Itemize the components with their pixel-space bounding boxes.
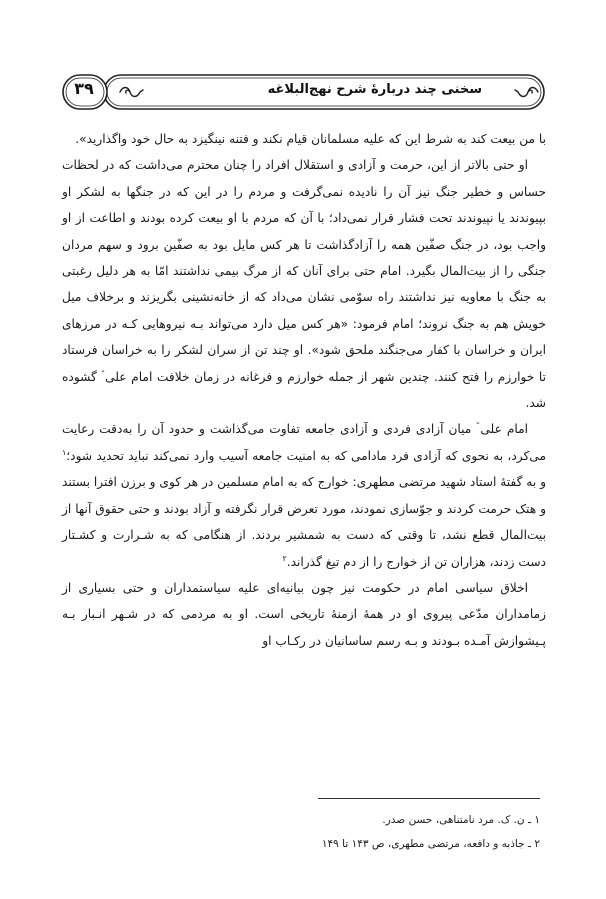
page-number: ۳۹ xyxy=(74,79,94,98)
body-text xyxy=(62,126,546,654)
paragraph: اخلاق سیاسی امام در حکومت نیز چون بیانیه‌ای علیه سیاستمداران و حتی بسیاری از زمامداران مدّعی پیروی او در همۀ ازمنۀ تاریخی است. او به مردمی که در شـهر انـبار بـه پـیشوازش آمـده بـودند و بـه رسم ساسانیان در رکـاب او xyxy=(62,580,546,648)
footnotes xyxy=(62,808,540,856)
footnote-ref: ۲ xyxy=(282,553,287,563)
paragraph: امام علی ؑ میان آزادی فردی و آزادی جامعه تفاوت می‌گذاشت و حدود آن را به‌دقت رعایت می‌کرد، به نحوی که آزادی فرد مادامی که به امنیت جامعه آسیب وارد نمی‌کند نباید تحدید شود؛$^۱$ و به گفتۀ استاد شهید مرتضی مطهری: خوارج که به امام مسلمین در هر کوی و برزن افترا بستند و هتک حرمت کردند و جوّسازی نمودند، مورد تعرض قرار نگرفته و آزاد بودند و حتی حقوق آنها از بیت‌المال قطع نشد، تا وقتی که دست به شمشیر بردند. از هنگامی که به شـرارت و کشـتار دست زدند، هزاران تن از خوارج را از دم تیغ گذراند.$^۲$ xyxy=(62,422,546,569)
footnote: ۱ ـ ن. ک. مرد نامتناهی، حسن صدر. xyxy=(382,814,540,826)
footnote: ۲ ـ جاذبه و دافعه، مرتضی مطهری، ص ۱۴۳ تا ۱۴۹ xyxy=(321,838,540,850)
ornament-right-icon xyxy=(514,85,540,99)
header-title: سخنی چند دربارۀ شرح نهج‌البلاغه xyxy=(267,82,482,97)
paragraph: او حتی بالاتر از این، حرمت و آزادی و استقلال افراد را چنان محترم می‌داشت که در لحظات حساس و خطیر جنگ نیز آن را نادیده نمی‌گرفت و مردم را در این که در جنگها به لشکر او بپیوندند یا نپیوندند تحت فشار قرار نمی‌داد؛ با آن که مردم با او بیعت کرده بودند و اطاعت از او واجب بود، در جنگ صفّین همه را آزادگذاشت تا هر کس مایل بود به صفّین برود و سهم مردان جنگی را از بیت‌المال بگیرد. امام حتی برای آنان که از مرگ بیمی نداشتند امّا به هر دلیل رغبتی به جنگ با معاویه نیز نداشتند راه سوّمی نشان می‌داد که از خانه‌نشینی بگریزند و برخلاف میل خویش هم به جنگ نروند؛ امام فرمود: «هر کس میل دارد می‌تواند بـه نیروهایی کـه در مرزهای ایران و خراسان با کفار می‌جنگند ملحق شود». او چند تن از سران لشکر را به خراسان فرستاد تا خوارزم را فتح کنند. چندین شهر از جمله خوارزم و فرغانه در زمان خلافت امام علی ؑ گشوده شد. xyxy=(62,158,546,411)
running-header xyxy=(62,74,546,110)
footnote-ref: ۱ xyxy=(62,447,67,457)
ornament-left-icon xyxy=(118,85,144,99)
paragraph: با من بیعت کند به شرط این که علیه مسلمانان قیام نکند و فتنه نینگیزد به حال خود واگذارید». xyxy=(75,132,546,146)
footnote-divider xyxy=(318,798,540,799)
